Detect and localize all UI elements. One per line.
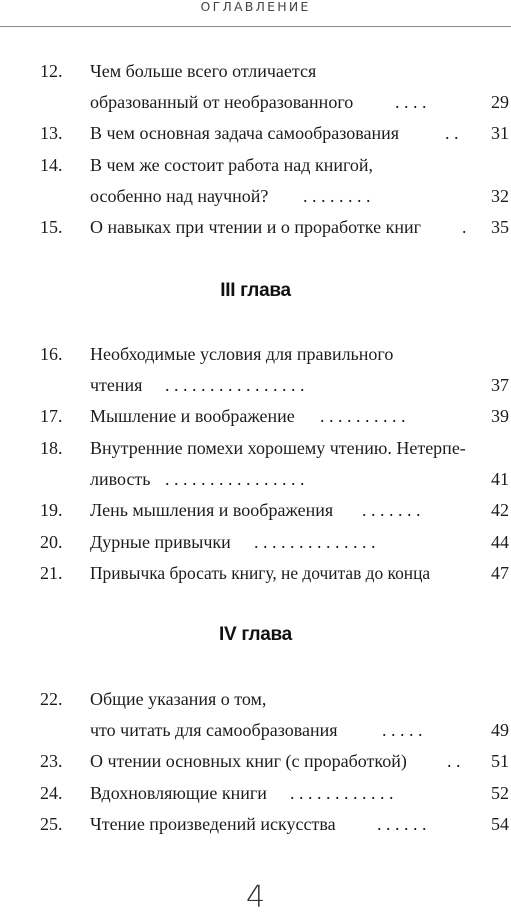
entry-page: 49 bbox=[491, 720, 509, 740]
entry-title: Привычка бросать книгу, не дочитав до конца bbox=[90, 563, 431, 583]
leader-dots: . . . . . . . . . . . . . . . . bbox=[165, 375, 305, 395]
entry-number: 16. bbox=[40, 344, 63, 364]
toc-entry-19 bbox=[0, 496, 511, 524]
toc-entry-14-cont bbox=[0, 182, 511, 210]
entry-page: 54 bbox=[491, 814, 509, 834]
leader-dots: . . . . . . . . bbox=[303, 186, 371, 206]
entry-title: Внутренние помехи хорошему чтению. Нетерпе- bbox=[90, 438, 466, 458]
leader-dots: . bbox=[462, 217, 467, 237]
entry-title: Мышление и воображение bbox=[90, 406, 295, 426]
entry-title: Чем больше всего отличается bbox=[90, 61, 317, 81]
entry-number: 13. bbox=[40, 123, 63, 143]
entry-title-cont: что читать для самообразования bbox=[90, 720, 338, 740]
toc-entry-12 bbox=[0, 57, 511, 85]
entry-page: 47 bbox=[491, 563, 509, 583]
leader-dots: . . . . . . bbox=[377, 814, 427, 834]
entry-title: Лень мышления и воображения bbox=[90, 500, 334, 520]
entry-page: 31 bbox=[491, 123, 509, 143]
entry-page: 52 bbox=[491, 783, 509, 803]
toc-entry-22 bbox=[0, 685, 511, 713]
entry-number: 20. bbox=[40, 532, 63, 552]
entry-title: Необходимые условия для правильного bbox=[90, 344, 394, 364]
leader-dots: . . . . bbox=[395, 92, 427, 112]
entry-title: Общие указания о том, bbox=[90, 689, 267, 709]
entry-title-cont: образованный от необразованного bbox=[90, 92, 354, 112]
entry-number: 18. bbox=[40, 438, 63, 458]
entry-number: 19. bbox=[40, 500, 63, 520]
entry-number: 23. bbox=[40, 751, 63, 771]
entry-number: 22. bbox=[40, 689, 63, 709]
toc-entry-17 bbox=[0, 402, 511, 430]
page-number: 4 bbox=[245, 880, 266, 915]
leader-dots: . . . . . bbox=[382, 720, 423, 740]
entry-page: 35 bbox=[491, 217, 509, 237]
toc-entry-20 bbox=[0, 528, 511, 556]
entry-title: Дурные привычки bbox=[90, 532, 231, 552]
entry-page: 29 bbox=[491, 92, 509, 112]
toc-entry-16-cont bbox=[0, 371, 511, 399]
toc-entry-16 bbox=[0, 340, 511, 368]
entry-title: В чем же состоит работа над книгой, bbox=[90, 155, 374, 175]
entry-number: 24. bbox=[40, 783, 63, 803]
leader-dots: . . . . . . . . . . . . bbox=[290, 783, 394, 803]
toc-entry-12-cont bbox=[0, 88, 511, 116]
entry-title-cont: чтения bbox=[90, 375, 143, 395]
leader-dots: . . . . . . . bbox=[362, 500, 421, 520]
toc-entry-23 bbox=[0, 747, 511, 775]
toc-entry-18 bbox=[0, 434, 511, 462]
leader-dots: . . . . . . . . . . bbox=[320, 406, 406, 426]
entry-title: Чтение произведений искусства bbox=[90, 814, 336, 834]
toc-entry-25 bbox=[0, 810, 511, 838]
leader-dots: . . bbox=[445, 123, 459, 143]
toc-entry-14 bbox=[0, 151, 511, 179]
entry-title: В чем основная задача самообразования bbox=[90, 123, 400, 143]
entry-title: О чтении основных книг (с проработкой) bbox=[90, 751, 407, 771]
entry-title: Вдохновляющие книги bbox=[90, 783, 267, 803]
entry-page: 41 bbox=[491, 469, 509, 489]
running-head: ОГЛАВЛЕНИЕ bbox=[200, 0, 311, 14]
toc-entry-24 bbox=[0, 779, 511, 807]
chapter-heading-3: III глава bbox=[220, 280, 291, 301]
head-rule bbox=[0, 26, 511, 27]
entry-number: 17. bbox=[40, 406, 63, 426]
toc-entry-15 bbox=[0, 213, 511, 241]
toc-entry-13 bbox=[0, 119, 511, 147]
entry-number: 14. bbox=[40, 155, 63, 175]
entry-page: 42 bbox=[491, 500, 509, 520]
leader-dots: . . . . . . . . . . . . . . . . bbox=[165, 469, 305, 489]
toc-entry-18-cont bbox=[0, 465, 511, 493]
entry-title-cont: особенно над научной? bbox=[90, 186, 269, 206]
entry-title: О навыках при чтении и о проработке книг bbox=[90, 217, 421, 237]
entry-page: 37 bbox=[491, 375, 509, 395]
entry-number: 25. bbox=[40, 814, 63, 834]
entry-page: 39 bbox=[491, 406, 509, 426]
leader-dots: . . . . . . . . . . . . . . bbox=[254, 532, 376, 552]
entry-page: 32 bbox=[491, 186, 509, 206]
entry-number: 12. bbox=[40, 61, 63, 81]
chapter-heading-4: IV глава bbox=[219, 624, 292, 645]
leader-dots: . . bbox=[447, 751, 461, 771]
entry-page: 51 bbox=[491, 751, 509, 771]
entry-page: 44 bbox=[491, 532, 509, 552]
entry-number: 21. bbox=[40, 563, 63, 583]
toc-entry-21 bbox=[0, 559, 511, 587]
entry-title-cont: ливость bbox=[90, 469, 151, 489]
toc-entry-22-cont bbox=[0, 716, 511, 744]
entry-number: 15. bbox=[40, 217, 63, 237]
